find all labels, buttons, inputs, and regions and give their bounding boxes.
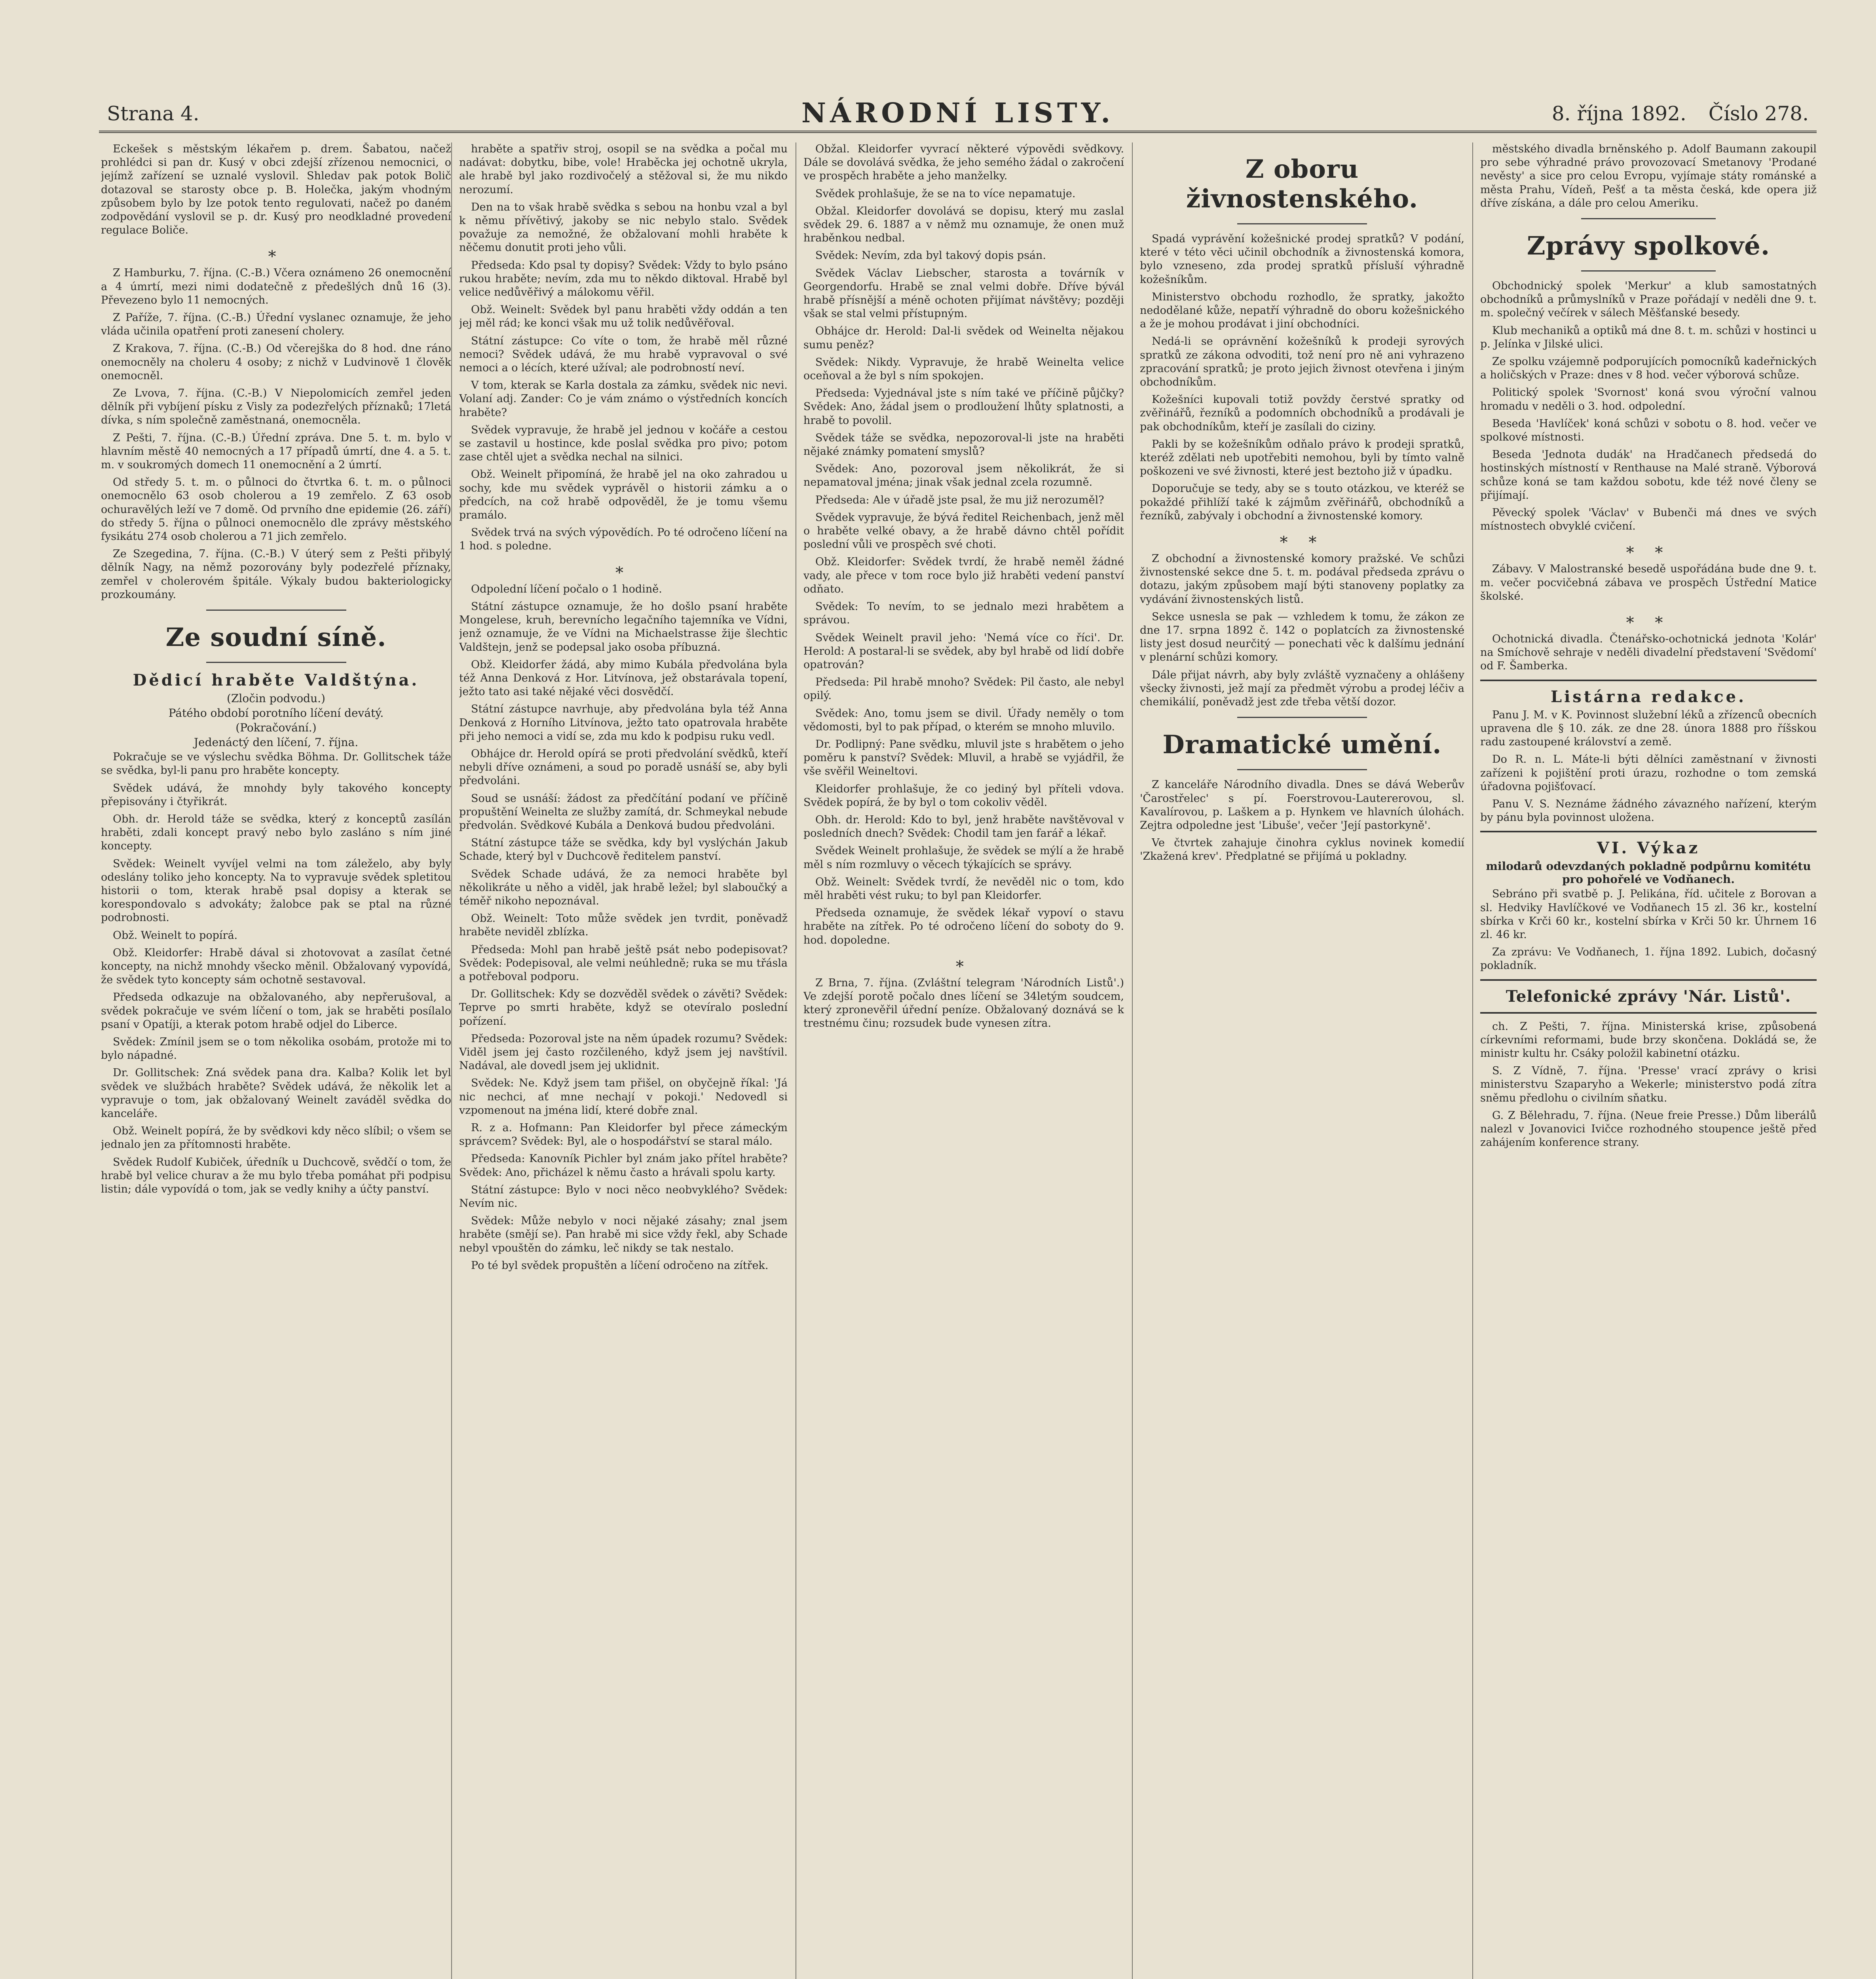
article-subtitle: Pátého období porotního líčení devátý.	[168, 707, 384, 720]
column-4	[1140, 142, 1464, 1979]
paragraph: V tom, kterak se Karla dostala za zámku, svědek nic nevi. Volaní adj. Zander: Co je vám známo o výstředních koncích hraběte?	[459, 379, 788, 419]
paragraph: Obhájce dr. Herold opírá se proti předvolání svědků, kteří nebyli dříve oznámeni, a soud po poradě usnáší se, aby byli předvoláni.	[459, 747, 788, 787]
paragraph: Sebráno při svatbě p. J. Pelikána, říd. učitele z Borovan a sl. Hedviky Havlíčkové ve Vodňanech 15 zl. 36 kr., kostelní sbírka v Krči 60 kr., kostelní sbírka v Krči 50 kr. Úhrnem 16 zl. 46 kr.	[1480, 888, 1817, 941]
paragraph: Svědek Václav Liebscher, starosta a továrník v Georgendorfu. Hrabě se znal velmi dobře. Dříve bývál hrabě přísnější a méně ochoten přijímat návštěvy; později však se stal velmi přístupným.	[803, 267, 1124, 320]
paragraph: Obžal. Kleidorfer vyvrací některé výpovědi svědkovy. Dále se dovolává svědka, že jeho semého žádal o zakročení ve prospěch hraběte a jeho manželky.	[803, 143, 1124, 182]
paragraph: Od středy 5. t. m. o půlnoci do čtvrtka 6. t. m. o půlnoci onemocnělo 63 osob cholerou a 19 zemřelo. Z 63 osob ochuravělých leží ve 7 domě. Od prvního dne epidemie (26. září) do středy 5. října o půlnoci onemocnělo dle zprávy městského fysikátu 274 osob cholerou a 71 jich zemřelo.	[101, 476, 451, 543]
paragraph: Obž. Kleidorfer žádá, aby mimo Kubála předvolána byla též Anna Denková z Hor. Litvínova, jež obstarávala topení, ježto tato asi také nějaké věci dosvědčí.	[459, 658, 788, 698]
separator-stars: ⁎ ⁎	[1626, 539, 1671, 557]
separator-stars: ⁎	[268, 243, 284, 261]
separator-stars: ⁎ ⁎	[1626, 609, 1671, 627]
paragraph: Dr. Gollitschek: Zná svědek pana dra. Kalba? Kolik let byl svědek ve službách hraběte? Svědek udává, že několik let a vypravuje o tom, jak obžalovaný Weinelt zaváděl svědka do kanceláře.	[101, 1067, 451, 1120]
paragraph: Pěvecký spolek 'Václav' v Bubenči má dnes ve svých místnostech obvyklé cvičení.	[1480, 507, 1817, 533]
paragraph: ch. Z Pešti, 7. října. Ministerská krise, způsobená církevními reformami, bude brzy skončena. Dokládá se, že ministr kultu hr. Csáky položil kabinetní otázku.	[1480, 1020, 1817, 1060]
section-heading-telephone: Telefonické zprávy 'Nár. Listů'.	[1506, 987, 1791, 1006]
section-heading-report: VI. Výkaz	[1597, 839, 1700, 858]
paragraph: Svědek Weinelt pravil jeho: 'Nemá více co říci'. Dr. Herold: A postaral-li se svědek, aby byl hrabě od lidí dobře opatrován?	[803, 631, 1124, 671]
paragraph: Panu V. S. Neznáme žádného závazného nařízení, kterým by pánu byla povinnost uložena.	[1480, 798, 1817, 824]
paragraph: Sekce usnesla se pak — vzhledem k tomu, že zákon ze dne 17. srpna 1892 č. 142 o poplatcích za živnostenské listy jest dosud neurčitý — ponechati věc k dalšímu jednání v plenární schůzi komory.	[1140, 610, 1464, 664]
paragraph: Obž. Weinelt: Svědek byl panu hraběti vždy oddán a ten jej měl rád; ke konci však mu už tolik nedůvěřoval.	[459, 304, 788, 330]
column-3	[803, 142, 1124, 1979]
column-5	[1480, 142, 1817, 1979]
paragraph: městského divadla brněnského p. Adolf Baumann zakoupil pro sebe výhradné právo provozovací Smetanovy 'Prodané nevěsty' a sice pro celou Evropu, vyjímaje státy románské a města Prahu, Vídeň, Pešť a ta města česká, kde opera již dříve získána, a dále pro celou Ameriku.	[1480, 143, 1817, 209]
section-heading-court: Ze soudní síně.	[165, 623, 387, 653]
divider	[1480, 680, 1817, 681]
separator-stars: ⁎ ⁎	[1280, 528, 1325, 547]
paragraph: Svědek udává, že mnohdy byly takového koncepty přepisovány i čtyřikrát.	[101, 782, 451, 808]
paragraph: hraběte a spatřiv stroj, osopil se na svědka a počal mu nadávat: dobytku, bibe, vole! Hraběcka jej ochotně ukryla, ale hrabě byl jako rozdivočelý a stěžoval si, že mu nikdo nerozumí.	[459, 143, 788, 196]
paragraph: Obchodnický spolek 'Merkur' a klub samostatných obchodníků a průmyslníků v Praze pořádají v neděli dne 9. t. m. společný večírek v sálech Měšťanské besedy.	[1480, 280, 1817, 319]
paragraph: Doporučuje se tedy, aby se s touto otázkou, ve kteréž se pokaždé přihlíží také k zájmům zvěřinářů, obchodníků a řezníků, zabývaly i obchodní a živnostenské komory.	[1140, 482, 1464, 522]
paragraph: Obž. Weinelt to popírá.	[113, 929, 238, 942]
paragraph: Státní zástupce navrhuje, aby předvolána byla též Anna Denková z Horního Litvínova, ježto tato opatrovala hraběte při jeho nemoci a vidí se, zda mu kdo k podpisu ruku vedl.	[459, 703, 788, 743]
paragraph: Z Paříže, 7. října. (C.-B.) Úřední vyslanec oznamuje, že jeho vláda učinila opatření proti zanesení cholery.	[101, 311, 451, 338]
paragraph: Po té byl svědek propuštěn a líčení odročeno na zítřek.	[471, 1259, 769, 1272]
paragraph: Za zprávu: Ve Vodňanech, 1. října 1892. Lubich, dočasný pokladník.	[1480, 946, 1817, 972]
paragraph: Předseda oznamuje, že svědek lékař vypoví o stavu hraběte na zítřek. Po té odročeno líčení do soboty do 9. hod. dopoledne.	[803, 907, 1124, 946]
paragraph: Předseda: Ale v úřadě jste psal, že mu již nerozuměl?	[815, 494, 1104, 506]
paragraph: Obž. Weinelt: Svědek tvrdí, že nevěděl nic o tom, kdo měl hraběti vést ruku; to byl pan Kleidorfer.	[803, 876, 1124, 902]
divider	[206, 662, 346, 663]
paragraph: Obž. Weinelt popírá, že by svědkovi kdy něco slíbil; o všem se jednalo jen za přítomnosti hraběte.	[101, 1125, 451, 1151]
paragraph: Z Hamburku, 7. října. (C.-B.) Včera oznámeno 26 onemocnění a 4 úmrtí, mezi nimi dodatečně z předešlých dnů 16 (3). Převezeno bylo 11 nemocných.	[101, 267, 451, 306]
paragraph: Dr. Podlipný: Pane svědku, mluvil jste s hrabětem o jeho poměru k panství? Svědek: Mluvil, a hrabě se vyjádřil, že vše svěřil Weineltovi.	[803, 738, 1124, 778]
paragraph: Předseda: Kanovník Pichler byl znám jako přítel hraběte? Svědek: Ano, přicházel k němu často a hrávali spolu karty.	[459, 1153, 788, 1179]
separator-stars: ⁎	[956, 952, 972, 971]
divider	[1480, 1012, 1817, 1014]
paragraph: Svědek prohlašuje, že se na to více nepamatuje.	[815, 187, 1076, 200]
paragraph: Svědek: Nikdy. Vypravuje, že hrabě Weinelta velice oceňoval a že byl s ním spokojen.	[803, 356, 1124, 382]
paragraph: Obhájce dr. Herold: Dal-li svědek od Weinelta nějakou sumu peněz?	[803, 325, 1124, 351]
paragraph: Svědek Weinelt prohlašuje, že svědek se mýlí a že hrabě měl s ním rozmluvy o věcech týkajících se správy.	[803, 845, 1124, 871]
paragraph: Svědek trvá na svých výpovědích. Po té odročeno líčení na 1 hod. s poledne.	[459, 526, 788, 553]
paragraph: Eckešek s městským lékařem p. drem. Šabatou, načež prohlédci si pan dr. Kusý v obci zdejší zřízenou nemocnici, o jejímž zařízení se uznalé vyslovil. Shledav pak potok Bolič dotazoval se starosty obce p. B. Holečka, jakým vhodným způsobem bylo by lze potok tento regulovati, načež po daném zodpovědání vyslovil se p. dr. Kusý pro neodkladné provedení regulace Boliče.	[101, 143, 451, 237]
paragraph: Nedá-li se oprávnění kožešníků k prodeji syrových spratků ze zákona odvoditi, tož není pro ně ani vyhrazeno zpracování spratků; je proto jejich živnost otevřena i jiným obchodníkům.	[1140, 335, 1464, 389]
paragraph: Obž. Weinelt připomíná, že hrabě jel na oko zahradou u sochy, kde mu svědek vyprávěl o historii zámku a o předcích, na což hrabě odpověděl, že je tomu všemu pramálo.	[459, 468, 788, 522]
column-2	[459, 142, 788, 1979]
paragraph: Svědek Schade udává, že za nemoci hraběte byl několikráte u něho a viděl, jak hrabě ležel; byl slaboučký a téměř nikoho nepoznával.	[459, 868, 788, 907]
newspaper-title: NÁRODNÍ LISTY.	[801, 97, 1115, 129]
paragraph: Z Pešti, 7. října. (C.-B.) Úřední zpráva. Dne 5. t. m. bylo v hlavním městě 40 nemocných a 17 případů úmrtí, dne 4. a 5. t. m. v soukromých domech 11 onemocnění a 2 úmrtí.	[101, 431, 451, 471]
section-heading-drama: Dramatické umění.	[1162, 730, 1442, 760]
issue-info	[1536, 102, 1809, 125]
paragraph: Ochotnická divadla. Čtenářsko-ochotnická jednota 'Kolár' na Smíchově sehraje v neděli divadelní představení 'Svědomí' od F. Šamberka.	[1480, 633, 1817, 672]
paragraph: Klub mechaniků a optiků má dne 8. t. m. schůzi v hostinci u p. Jelínka v Jilské ulici.	[1480, 324, 1817, 350]
paragraph: Svědek táže se svědka, nepozoroval-li jste na hraběti nějaké známky pomatení smyslů?	[803, 431, 1124, 458]
report-subtitle: milodarů odevzdaných pokladně podpůrnu komitétu pro pohořelé ve Vodňanech.	[1486, 860, 1811, 886]
paragraph: Předseda: Pozoroval jste na něm úpadek rozumu? Svědek: Viděl jsem jej často rozčileného, když jsem jej navštívil. Nadával, ale dovedl jsem jej uklidnit.	[459, 1032, 788, 1072]
section-heading-editorial: Listárna redakce.	[1550, 687, 1747, 706]
column-1	[101, 142, 451, 1979]
paragraph: Státní zástupce: Bylo v noci něco neobvyklého? Svědek: Nevím nic.	[459, 1183, 788, 1210]
paragraph: Beseda 'Havlíček' koná schůzi v sobotu o 8. hod. večer ve spolkové místnosti.	[1480, 417, 1817, 444]
paragraph: Obž. Weinelt: Toto může svědek jen tvrdit, poněvadž hraběte neviděl zblízka.	[459, 912, 788, 938]
paragraph: Svědek Rudolf Kubiček, úředník u Duchcově, svědčí o tom, že hrabě byl velice churav a že mu bylo třeba pomáhat při podpisu listin; dále vypovídá o tom, jak se vedly knihy a účty panství.	[101, 1156, 451, 1195]
masthead	[99, 95, 1817, 133]
paragraph: R. z a. Hofmann: Pan Kleidorfer byl přece zámeckým správcem? Svědek: Byl, ale o hospodářství se staral málo.	[459, 1122, 788, 1148]
paragraph: Ministerstvo obchodu rozhodlo, že spratky, jakožto nedodělané kůže, nepatří výhradně do oboru kožešnického a že je mohou prodávat i jiní obchodníci.	[1140, 291, 1464, 330]
paragraph: Obh. dr. Herold táže se svědka, který z konceptů zasílán hraběti, zdali koncept pravý nebo bylo zasláno s ním jiné koncepty.	[101, 813, 451, 853]
article-subtitle: (Pokračování.)	[235, 721, 317, 735]
paragraph: Panu J. M. v K. Povinnost služební léků a zřízenců obecních upravena dle § 10. zák. ze dne 28. února 1888 pro říšskou radu zastoupené království a země.	[1480, 708, 1817, 748]
paragraph: Svědek: Nevím, zda byl takový dopis psán.	[815, 249, 1046, 262]
column-rule	[1132, 142, 1133, 1979]
paragraph: Svědek: Ano, tomu jsem se divil. Úřady neměly o tom vědomosti, byl to pak případ, o kterém se mnoho mluvilo.	[803, 707, 1124, 733]
paragraph: Odpolední líčení počalo o 1 hodině.	[471, 583, 662, 595]
paragraph: Obh. dr. Herold: Kdo to byl, jenž hraběte navštěvoval v posledních dnech? Svědek: Chodil tam jen farář a lékař.	[803, 813, 1124, 840]
paragraph: Předseda: Vyjednával jste s ním také ve příčině půjčky? Svědek: Ano, žádal jsem o prodloužení lhůty splatnosti, a hrabě to povolil.	[803, 387, 1124, 427]
paragraph: Z kanceláře Národního divadla. Dnes se dává Weberův 'Čarostřelec' s pí. Foerstrovou-Lautererovou, sl. Kavalírovou, p. Laškem a p. Hynkem ve hlavních úlohách. Zejtra odpoledne jest 'Libuše', večer 'Její pastorkyně'.	[1140, 779, 1464, 832]
paragraph: Soud se usnáší: žádost za předčítání podaní ve příčině propuštění Weinelta ze služby zamítá, dr. Schmeykal nebude předvolán. Svědkové Kubála a Denková budou předvoláni.	[459, 792, 788, 832]
paragraph: Svědek: Zmínil jsem se o tom několika osobám, protože mi to bylo nápadné.	[101, 1035, 451, 1062]
paragraph: Ze Lvova, 7. října. (C.-B.) V Niepolomicích zemřel jeden dělník při vybíjení písku z Visly za podezřelých příznaků; 17letá dívka, s ním společně zaměstnaná, onemocněla.	[101, 387, 451, 427]
paragraph: Obž. Kleidorfer: Svědek tvrdí, že hrabě neměl žádné vady, ale přece v tom roce bylo již hraběti vedení panství odňato.	[803, 556, 1124, 595]
section-heading-trade: Z oboru živnostenského.	[1186, 154, 1418, 214]
paragraph: Den na to však hrabě svědka s sebou na honbu vzal a byl k němu přívětivý, jakoby se nic nebylo stalo. Svědek považuje za nemožné, že obžalovaní mohli hraběte k něčemu donutit proti jeho vůli.	[459, 201, 788, 254]
paragraph: Kleidorfer prohlašuje, že co jediný byl příteli vdova. Svědek popírá, že by byl o tom cokoliv věděl.	[803, 782, 1124, 809]
separator-stars: ⁎	[615, 558, 631, 577]
issue-number: Číslo 278.	[1708, 102, 1809, 125]
paragraph: Spadá vyprávění kožešnické prodej spratků? V podání, které v této věci učinil obchodník a živnostenská komora, bylo vzneseno, zda prodej spratků přísluší výhradně kožešníkům.	[1140, 233, 1464, 286]
divider	[1581, 218, 1716, 219]
issue-date: 8. října 1892.	[1551, 102, 1686, 125]
paragraph: Předseda: Kdo psal ty dopisy? Svědek: Vždy to bylo psáno rukou hraběte; nevím, zda mu to někdo diktoval. Hrabě byl velice nedůvěřivý a málokomu věřil.	[459, 259, 788, 299]
paragraph: Svědek: Weinelt vyvíjel velmi na tom záleželo, aby byly odeslány toliko jeho koncepty. Na to vypravuje svědek spletitou historii o tom, kterak hrabě psal dopisy a kterak se korespondovalo s advokáty; žalobce pak se ptal na různé podrobnosti.	[101, 857, 451, 924]
paragraph: Svědek vypravuje, že bývá ředitel Reichenbach, jenž měl o hraběte velké obavy, a že hrabě dávno chtěl pořídit poslední vůli ve prospěch své choti.	[803, 511, 1124, 551]
section-heading-clubs: Zprávy spolkové.	[1527, 231, 1770, 261]
paragraph: Svědek: Ne. Když jsem tam přišel, on obyčejně říkal: 'Já nic nechci, ať mne nechají v pokoji.' Nedovedl si vzpomenout na jména lidí, které dobře znal.	[459, 1077, 788, 1117]
page-number: Strana 4.	[107, 102, 199, 125]
paragraph: Obž. Kleidorfer: Hrabě dával si zhotovovat a zasílat četné koncepty, na nichž mnohdy všecko měnil. Obžalovaný vypovídá, že svědek tyto koncepty sám ochotně sestavoval.	[101, 946, 451, 986]
paragraph: Státní zástupce: Co víte o tom, že hrabě měl různé nemoci? Svědek udává, že mu hrabě vypravoval o své nemoci a o lécích, které užíval; ale podrobností neví.	[459, 334, 788, 374]
paragraph: Státní zástupce oznamuje, že ho došlo psaní hraběte Mongelese, kruh, berevnícho legačního tajemníka ve Vídni, jenž oznamuje, že ve Vídni na Michaelstrasse žije šlechtic Valdštejn, jenž se podepsal jako osoba příbuzná.	[459, 600, 788, 653]
paragraph: Politický spolek 'Svornost' koná svou výroční valnou hromadu v neděli o 3. hod. odpolední.	[1480, 386, 1817, 412]
paragraph: Z obchodní a živnostenské komory pražské. Ve schůzi živnostenské sekce dne 5. t. m. podával předseda zprávu o dotazu, jakým způsobem mají býti stanoveny poplatky za vydávání živnostenských listů.	[1140, 553, 1464, 606]
paragraph: Ze Szegedina, 7. října. (C.-B.) V úterý sem z Pešti přibylý dělník Nagy, na němž pozorovány byly podezřelé příznaky, zemřel v cholerovém špitále. Výkaly budou bakteriologicky prozkoumány.	[101, 548, 451, 601]
paragraph: Zábavy. V Malostranské besedě uspořádána bude dne 9. t. m. večer pocvičebná zábava ve prospěch Ústřední Matice školské.	[1480, 563, 1817, 602]
divider	[206, 610, 346, 611]
paragraph: Předseda: Pil hrabě mnoho? Svědek: Pil často, ale nebyl opilý.	[803, 676, 1124, 702]
paragraph: Státní zástupce táže se svědka, kdy byl vyslýchán Jakub Schade, který byl v Duchcově ředitelem panství.	[459, 837, 788, 863]
article-subtitle: Jedenáctý den líčení, 7. října.	[194, 736, 359, 749]
paragraph: Svědek vypravuje, že hrabě jel jednou v kočáře a cestou se zastavil u hostince, kde poslal svědka pro pivo; potom zase chtěl ujet a svědka nechal na silnici.	[459, 424, 788, 463]
divider	[1581, 270, 1716, 272]
paragraph: Dále přijat návrh, aby byly zvláště vyznačeny a ohlášeny všecky živnosti, jež mají za předmět výrobu a prodej léčiv a chemikálií, poněvadž jest zde třeba větší dozor.	[1140, 669, 1464, 708]
paragraph: Pakli by se kožešníkům odňalo právo k prodeji spratků, kteréž zdělati neb upotřebiti nemohou, byli by tímto valně poškozeni ve své živnosti, které jest beztoho již v úpadku.	[1140, 438, 1464, 478]
paragraph: Beseda 'Jednota dudák' na Hradčanech předsedá do hostinských místností v Renthause na Malé straně. Výborová schůze koná se tam každou sobotu, kde též nové členy se přijímají.	[1480, 448, 1817, 501]
paragraph: Ze spolku vzájemně podporujících pomocníků kadeřnických a holičských v Praze: dnes v 8 hod. večer výborová schůze.	[1480, 355, 1817, 382]
paragraph: S. Z Vídně, 7. října. 'Presse' vrací zprávy o krisi ministerstvu Szaparyho a Wekerle; ministerstvo podá zítra sněmu předlohu o civilním sňatku.	[1480, 1065, 1817, 1104]
paragraph: Svědek: Může nebylo v noci nějaké zásahy; znal jsem hraběte (smějí se). Pan hrabě mi sice vždy řekl, aby Schade nebyl vpouštěn do zámku, leč nikdy se tak nestalo.	[459, 1215, 788, 1254]
paragraph: Do R. n. L. Máte-li býti dělníci zaměstnaní v živnosti zařízeni k pojištění proti úrazu, rozhodne o tom zemská úřadovna pojišťovací.	[1480, 753, 1817, 793]
paragraph: Předseda odkazuje na obžalovaného, aby nepřerušoval, a svědek pokračuje ve svém líčení o tom, jak se hraběti posílalo psaní v Opatíji, a kterak potom hrabě odjel do Liberce.	[101, 991, 451, 1031]
paragraph: Z Brna, 7. října. (Zvláštní telegram 'Národních Listů'.) Ve zdejší porotě počalo dnes líčení se 34letým soudcem, který zpronevěřil úřední peníze. Obžalovaný doznává se k trestnému činu; rozsudek bude vynesen zítra.	[803, 976, 1124, 1030]
paragraph: Svědek: To nevím, to se jednalo mezi hrabětem a správou.	[803, 600, 1124, 627]
article-title: Dědicí hraběte Valdštýna.	[133, 671, 420, 690]
paragraph: Pokračuje se ve výslechu svědka Böhma. Dr. Gollitschek táže se svědka, byl-li panu pro hraběte koncepty.	[101, 751, 451, 777]
paragraph: G. Z Bělehradu, 7. října. (Neue freie Presse.) Dům liberálů nalezl v Jovanovici Ivičce rozhodného stoupence ještě před zahájením konference strany.	[1480, 1109, 1817, 1149]
paragraph: Svědek: Ano, pozoroval jsem několikrát, že si nepamatoval jména; jinak však jednal zcela rozumně.	[803, 463, 1124, 489]
paragraph: Z Krakova, 7. října. (C.-B.) Od včerejška do 8 hod. dne ráno onemocněly na choleru 4 osoby; z nichž v Ludvinově 1 člověk onemocněl.	[101, 342, 451, 382]
paragraph: Předseda: Mohl pan hrabě ještě psát nebo podepisovat? Svědek: Podepisoval, ale velmi neúhledně; ruka se mu třásla a potřeboval podporu.	[459, 943, 788, 983]
article-subtitle: (Zločin podvodu.)	[227, 692, 325, 705]
column-rule	[1472, 142, 1473, 1979]
divider	[1237, 717, 1367, 718]
divider	[1237, 223, 1367, 224]
divider	[1480, 979, 1817, 981]
paragraph: Ve čtvrtek zahajuje činohra cyklus novinek komedií 'Zkažená krev'. Předplatné se přijímá u pokladny.	[1140, 837, 1464, 863]
paragraph: Obžal. Kleidorfer dovolává se dopisu, který mu zaslal svědek 29. 6. 1887 a v němž mu oznamuje, že onen muž hraběnkou nedbal.	[803, 205, 1124, 245]
divider	[1480, 831, 1817, 832]
divider	[1237, 769, 1367, 770]
paragraph: Kožešníci kupovali totiž povždy čerstvé spratky od zvěřinářů, řezníků a podomních obchodníků a prodávali je pak obchodníkům, kteří je zasílali do ciziny.	[1140, 393, 1464, 433]
column-rule	[451, 142, 452, 1979]
paragraph: Dr. Gollitschek: Kdy se dozvěděl svědek o závěti? Svědek: Teprve po smrti hraběte, když se otevíralo poslední pořízení.	[459, 988, 788, 1027]
